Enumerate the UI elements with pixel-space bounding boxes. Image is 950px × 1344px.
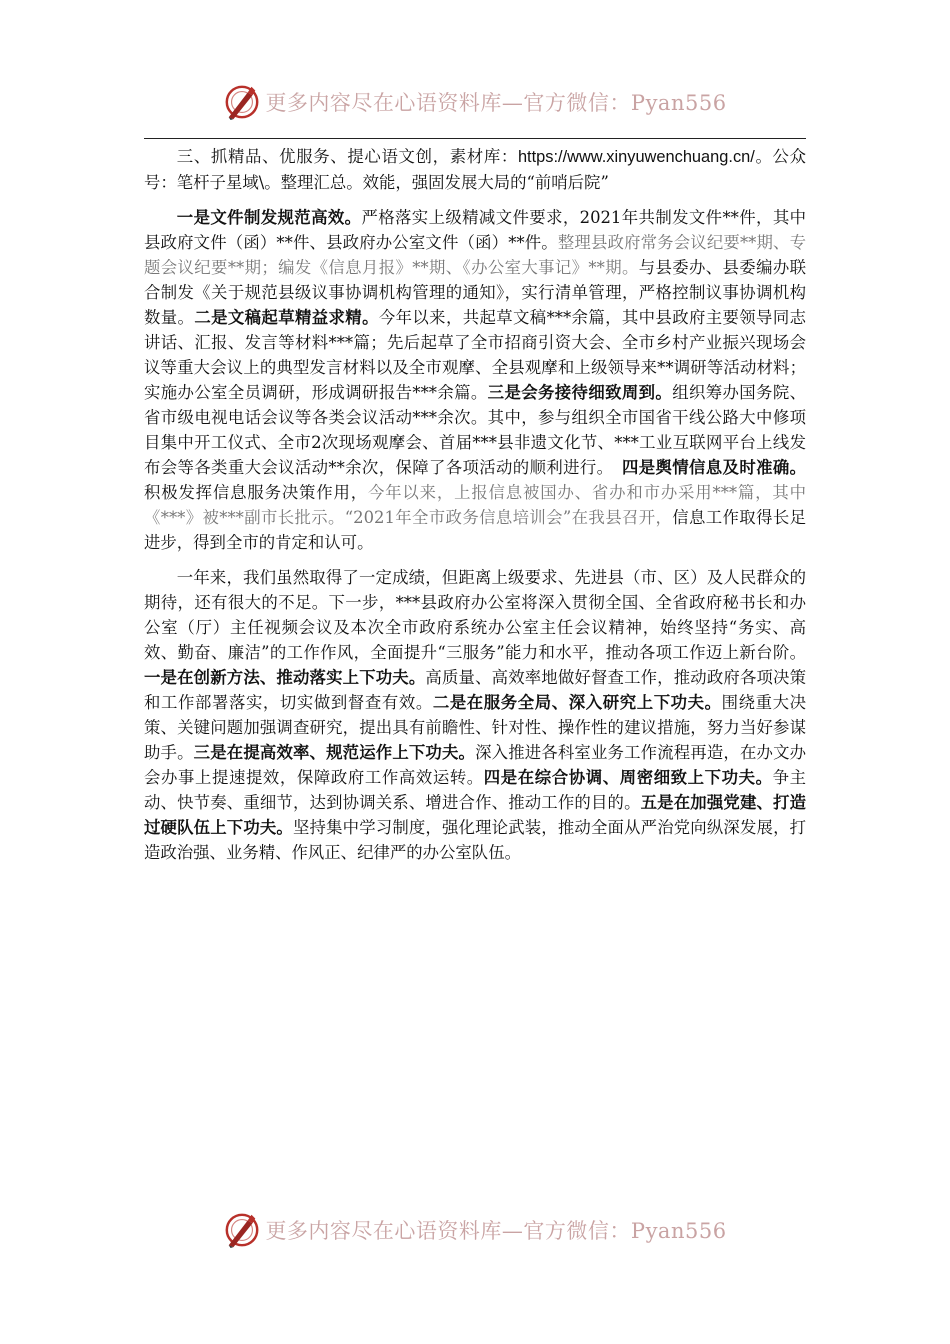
banner-text: 更多内容尽在心语资料库—官方微信：Pyan556 [265, 1219, 727, 1243]
banner-text: 更多内容尽在心语资料库—官方微信：Pyan556 [265, 91, 727, 115]
heading-text-tail: 。公众号：笔杆子星域\。整理汇总。效能，强固发展大局的“前哨后院” [144, 147, 806, 192]
work-summary-paragraph [144, 205, 806, 555]
website-link[interactable]: https://www.xinyuwenchuang.cn/ [517, 148, 755, 166]
footer-banner [0, 1208, 950, 1252]
point-1-grey-text: 整理县政府常务会议纪要**期、专题会议纪要**期；编发《信息月报》**期、《办公室大事记》**期。 [144, 233, 807, 277]
next-steps-paragraph [144, 565, 806, 865]
measure-5-title: 五是在加强党建、打造过硬队伍上下功夫。 [144, 793, 807, 837]
measure-3-title: 三是在提高效率、规范运作上下功夫。 [193, 743, 476, 762]
header-divider [144, 138, 806, 139]
header-banner [0, 80, 950, 124]
point-4-title: 四是舆情信息及时准确。 [621, 458, 806, 477]
section-heading-paragraph [144, 144, 806, 195]
point-2-text: 今年以来，共起草文稿***余篇，其中县政府主要领导同志讲话、汇报、发言等材料***篇；先后起草了全市招商引资大会、全市乡村产业振兴现场会议等重大会议上的典型发言材料以及全市观摩、全县观摩和上级领导来**调研等活动材料；实施办公室全员调研，形成调研报告***余篇。 [144, 308, 807, 402]
next-steps-intro: 一年来，我们虽然取得了一定成绩，但距离上级要求、先进县（市、区）及人民群众的期待，还有很大的不足。下一步，***县政府办公室将深入贯彻全国、全省政府秘书长和办公室（厅）主任视频会议及本次全市政府系统办公室主任会议精神，始终坚持“务实、高效、勤奋、廉洁”的工作作风，全面提升“三服务”能力和水平，推动各项工作迈上新台阶。 [144, 568, 806, 662]
point-4-text: 积极发挥信息服务决策作用， [144, 483, 368, 502]
point-2-title: 二是文稿起草精益求精。 [194, 308, 379, 327]
heading-text: 三、抓精品、优服务、提心语文创，素材库： [176, 147, 518, 166]
document-body [144, 144, 806, 865]
point-4-grey-text: 今年以来，上报信息被国办、省办和市办采用***篇，其中《***》被***副市长批示。“2021年全市政务信息培训会”在我县召开， [144, 483, 806, 527]
measure-3-text: 深入推进各科室业务工作流程再造，在办文办会办事上提速提效，保障政府工作高效运转。 [144, 743, 807, 787]
point-1-text-2: 与县委办、县委编办联合制发《关于规范县级议事协调机构管理的通知》，实行清单管理，严格控制议事协调机构数量。 [144, 258, 806, 327]
point-3-text: 组织筹办国务院、省市级电视电话会议等各类会议活动***余次。其中，参与组织全市国省干线公路大中修项目集中开工仪式、全市2次现场观摩会、首届***县非遗文化节、***工业互联网平台上线发布会等各类重大会议活动**余次，保障了各项活动的顺利进行。 [144, 383, 806, 477]
measure-1-title: 一是在创新方法、推动落实上下功夫。 [144, 668, 426, 687]
point-3-title: 三是会务接待细致周到。 [487, 383, 673, 402]
measure-4-title: 四是在综合协调、周密细致上下功夫。 [483, 768, 773, 787]
measure-4-text: 争主动、快节奏、重细节，达到协调关系、增进合作、推动工作的目的。 [144, 768, 807, 812]
pen-logo-icon [223, 83, 261, 121]
measure-1-text: 高质量、高效率地做好督查工作，推动政府各项决策和工作部署落实，切实做到督查有效。 [144, 668, 807, 712]
point-1-text: 严格落实上级精减文件要求，2021年共制发文件**件，其中县政府文件（函）**件、县政府办公室文件（函）**件。 [144, 208, 806, 252]
measure-2-text: 围绕重大决策、关键问题加强调查研究，提出具有前瞻性、针对性、操作性的建议措施，努力当好参谋助手。 [144, 693, 807, 762]
pen-logo-icon [223, 1211, 261, 1249]
point-1-title: 一是文件制发规范高效。 [176, 208, 362, 227]
point-4-text-2: 信息工作取得长足进步，得到全市的肯定和认可。 [144, 508, 806, 552]
measure-5-text: 坚持集中学习制度，强化理论武装，推动全面从严治党向纵深发展，打造政治强、业务精、作风正、纪律严的办公室队伍。 [144, 818, 807, 862]
measure-2-title: 二是在服务全局、深入研究上下功夫。 [432, 693, 722, 712]
